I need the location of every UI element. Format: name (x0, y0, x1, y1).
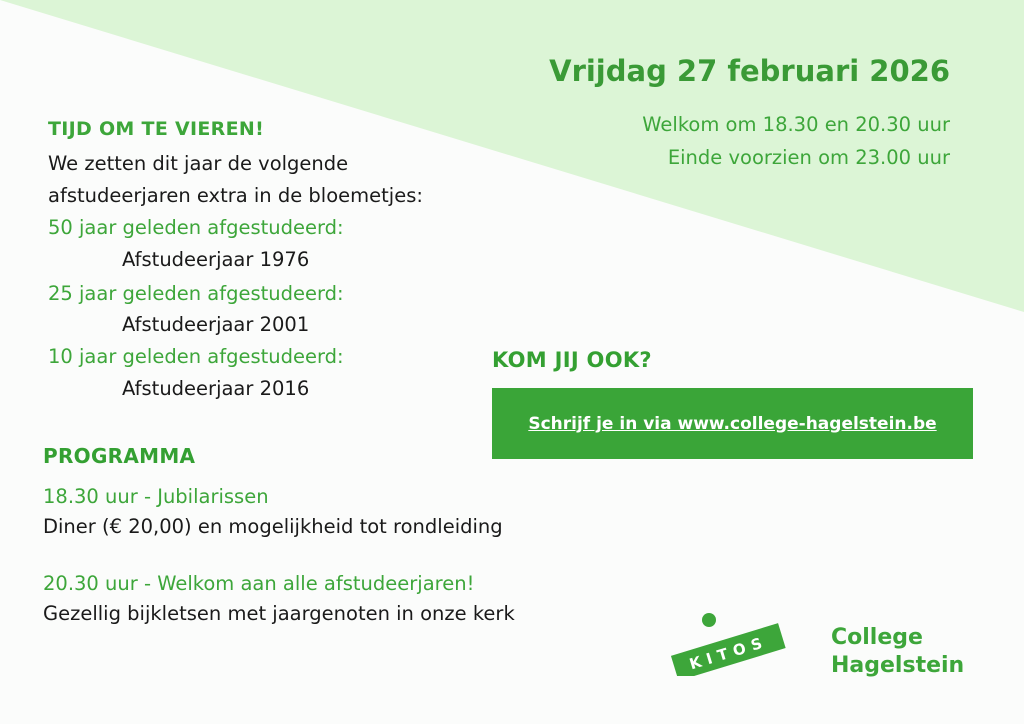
college-name-line2: Hagelstein (831, 653, 965, 678)
program-time-2: 20.30 uur - Welkom aan alle afstudeerjaren! (43, 572, 475, 595)
college-name-line1: College (831, 625, 923, 650)
event-date: Vrijdag 27 februari 2026 (549, 54, 950, 88)
end-time: Einde voorzien om 23.00 uur (667, 146, 950, 169)
register-link[interactable]: Schrijf je in via www.college-hagelstein.be (528, 413, 937, 434)
kitos-logo-icon (664, 608, 792, 676)
program-time-1: 18.30 uur - Jubilarissen (43, 485, 269, 508)
cta-heading: KOM JIJ OOK? (492, 348, 652, 372)
anniversary-year-2001: Afstudeerjaar 2001 (122, 313, 310, 336)
kitos-badge-text: KITOS (687, 632, 770, 674)
celebrate-intro-line2: afstudeerjaren extra in de bloemetjes: (48, 184, 423, 207)
program-desc-2: Gezellig bijkletsen met jaargenoten in onze kerk (43, 602, 515, 625)
register-button[interactable] (492, 388, 973, 459)
program-heading: PROGRAMMA (43, 444, 196, 468)
anniversary-label-50: 50 jaar geleden afgestudeerd: (48, 216, 344, 239)
celebrate-intro-line1: We zetten dit jaar de volgende (48, 152, 349, 175)
anniversary-year-1976: Afstudeerjaar 1976 (122, 248, 310, 271)
anniversary-label-10: 10 jaar geleden afgestudeerd: (48, 345, 344, 368)
celebrate-heading: TIJD OM TE VIEREN! (48, 118, 265, 140)
program-desc-1: Diner (€ 20,00) en mogelijkheid tot rondleiding (43, 515, 503, 538)
anniversary-year-2016: Afstudeerjaar 2016 (122, 377, 310, 400)
anniversary-label-25: 25 jaar geleden afgestudeerd: (48, 282, 344, 305)
welcome-time: Welkom om 18.30 en 20.30 uur (642, 113, 950, 136)
